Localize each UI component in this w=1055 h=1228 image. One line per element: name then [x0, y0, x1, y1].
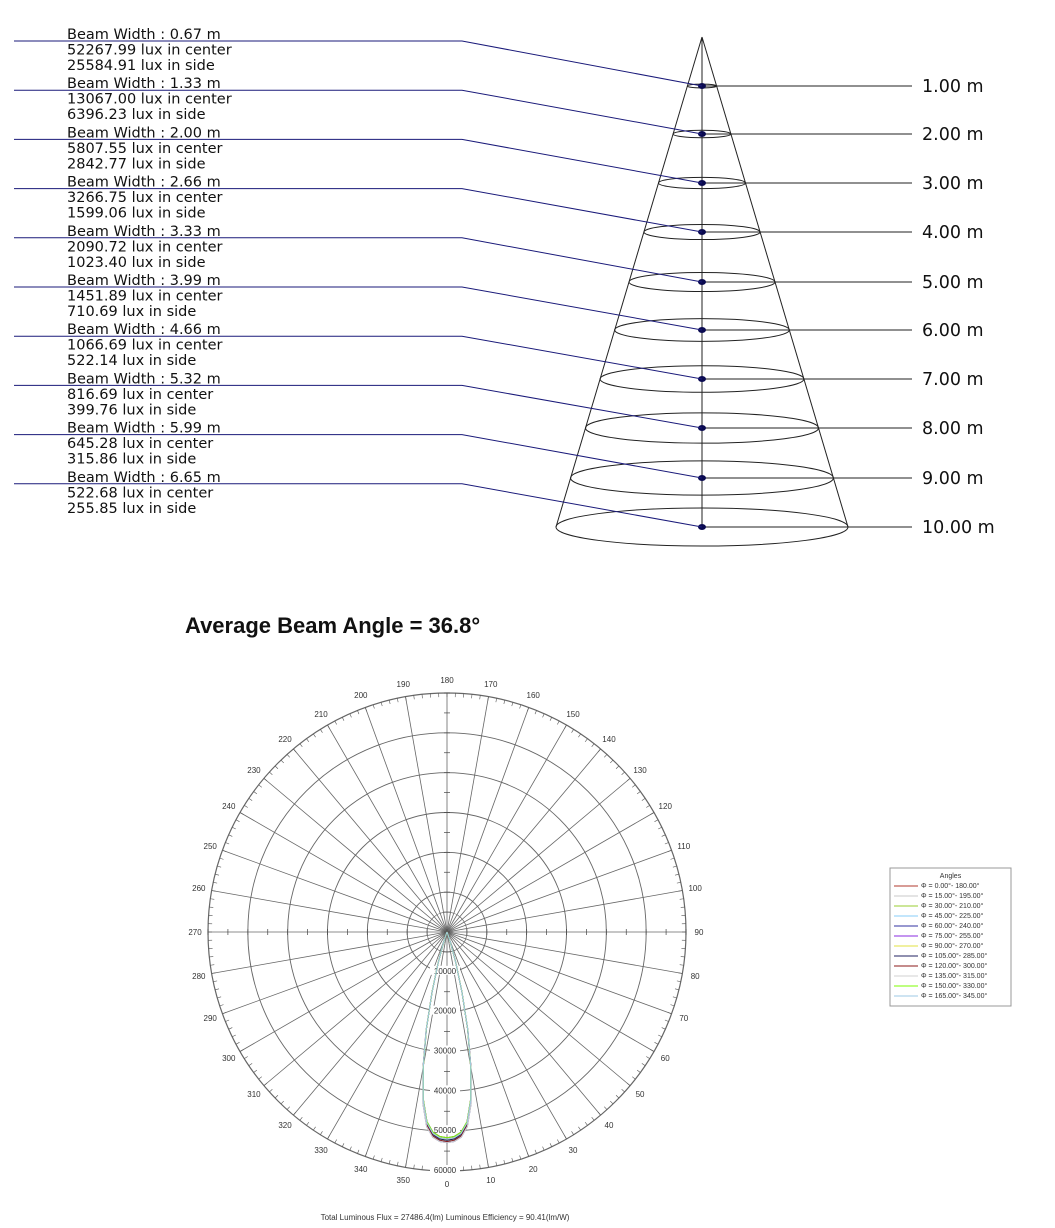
beam-rows: [14, 27, 702, 527]
rim-tick: [405, 1163, 406, 1167]
rim-tick: [616, 766, 619, 769]
rim-tick: [616, 1095, 619, 1098]
polar-angle-label: 250: [203, 841, 217, 851]
polar-angle-label: 200: [354, 691, 368, 701]
side-lux-label: 2842.77 lux in side: [67, 156, 206, 173]
legend-item: Φ = 0.00°- 180.00°: [921, 883, 980, 890]
rim-tick: [680, 899, 684, 900]
polar-angle-label: 80: [690, 971, 700, 981]
polar-spoke: [447, 707, 529, 932]
rim-tick: [504, 1160, 505, 1164]
legend-item: Φ = 105.00°- 285.00°: [921, 953, 988, 960]
side-lux-label: 399.76 lux in side: [67, 402, 197, 419]
polar-angle-label: 260: [192, 884, 206, 894]
rim-tick: [543, 1147, 545, 1151]
rim-tick: [222, 850, 226, 851]
rim-tick: [373, 1155, 374, 1159]
rim-tick: [651, 1050, 654, 1052]
polar-spoke: [365, 707, 447, 932]
rim-tick: [229, 1028, 233, 1030]
legend-item: Φ = 135.00°- 315.00°: [921, 973, 988, 980]
legend-item: Φ = 45.00°- 225.00°: [921, 913, 984, 920]
rim-tick: [212, 973, 216, 974]
polar-angle-label: 140: [602, 734, 616, 744]
rim-tick: [307, 1122, 309, 1125]
beam-width-label: Beam Width : 3.33 m: [67, 223, 221, 240]
rim-tick: [232, 1035, 236, 1037]
polar-angle-label: 100: [688, 884, 702, 894]
rim-tick: [512, 1158, 513, 1162]
rim-tick: [320, 1131, 322, 1134]
rim-tick: [610, 760, 613, 763]
rim-tick: [678, 890, 682, 891]
polar-angle-label: 40: [604, 1121, 614, 1131]
polar-angle-label: 110: [677, 841, 691, 851]
rim-tick: [264, 1083, 267, 1086]
rim-tick: [335, 721, 337, 725]
rim-tick: [642, 798, 645, 800]
rim-tick: [232, 827, 236, 829]
rim-tick: [557, 1139, 559, 1143]
rim-tick: [651, 813, 654, 815]
rim-tick: [550, 717, 552, 721]
legend-item: Φ = 120.00°- 300.00°: [921, 963, 988, 970]
rim-tick: [259, 785, 262, 787]
rim-tick: [244, 1057, 247, 1059]
side-lux-label: 25584.91 lux in side: [67, 58, 215, 74]
center-lux-label: 3266.75 lux in center: [67, 190, 223, 207]
rim-tick: [565, 725, 567, 728]
rim-tick: [373, 705, 374, 709]
rim-tick: [313, 1127, 315, 1130]
rim-tick: [313, 734, 315, 737]
rim-tick: [275, 1095, 278, 1098]
rim-tick: [585, 739, 587, 742]
polar-angle-label: 180: [440, 676, 454, 685]
rim-tick: [632, 785, 635, 787]
rim-tick: [496, 698, 497, 702]
angles-legend: [890, 868, 1011, 1006]
polar-angle-label: 320: [278, 1121, 292, 1131]
rim-tick: [269, 1089, 272, 1092]
radial-value-label: 60000: [433, 1166, 457, 1175]
rim-tick: [662, 1028, 666, 1030]
rim-tick: [480, 695, 481, 699]
rim-tick: [328, 1136, 330, 1139]
rim-tick: [240, 813, 243, 815]
rim-tick: [397, 1162, 398, 1166]
rim-tick: [405, 697, 406, 701]
rim-tick: [307, 739, 309, 742]
beam-row: [14, 470, 702, 527]
legend-title: Angles: [939, 873, 962, 880]
rim-tick: [269, 772, 272, 775]
polar-angle-label: 220: [278, 734, 292, 744]
center-lux-label: 2090.72 lux in center: [67, 239, 223, 256]
flux-footer: Total Luminous Flux = 27486.4(lm) Luminous Efficiency = 90.41(lm/W): [320, 1213, 570, 1222]
polar-angle-label: 330: [314, 1146, 328, 1156]
legend-item: Φ = 75.00°- 255.00°: [921, 933, 984, 940]
beam-row: [14, 371, 702, 428]
polar-angle-label: 130: [633, 766, 647, 776]
rim-tick: [342, 717, 344, 721]
rim-tick: [365, 707, 366, 711]
center-lux-label: 645.28 lux in center: [67, 436, 214, 453]
rim-tick: [520, 1155, 521, 1159]
polar-angle-label: 10: [486, 1176, 496, 1186]
rim-tick: [604, 1107, 607, 1110]
rim-tick: [658, 827, 662, 829]
rim-tick: [350, 1147, 352, 1151]
rim-tick: [622, 1089, 625, 1092]
rim-tick: [675, 989, 679, 990]
polar-angle-label: 150: [566, 709, 580, 719]
distance-label: 4.00 m: [922, 223, 984, 243]
rim-tick: [572, 729, 574, 732]
side-lux-label: 1023.40 lux in side: [67, 254, 206, 271]
legend-item: Φ = 90.00°- 270.00°: [921, 943, 984, 950]
center-lux-label: 1451.89 lux in center: [67, 288, 223, 305]
rim-tick: [673, 866, 677, 867]
rim-tick: [249, 1063, 252, 1065]
rim-tick: [217, 866, 221, 867]
distance-label: 3.00 m: [922, 174, 984, 194]
rim-tick: [675, 874, 679, 875]
rim-tick: [557, 721, 559, 725]
rim-tick: [504, 700, 505, 704]
rim-tick: [381, 1158, 382, 1162]
rim-tick: [213, 981, 217, 982]
beam-width-label: Beam Width : 2.66 m: [67, 174, 221, 191]
beam-width-label: Beam Width : 1.33 m: [67, 76, 221, 93]
rim-tick: [397, 698, 398, 702]
rim-tick: [357, 1150, 358, 1154]
radial-value-label: 20000: [433, 1006, 457, 1016]
rim-tick: [598, 749, 601, 752]
polar-angle-label: 280: [192, 971, 206, 981]
rim-tick: [335, 1139, 337, 1143]
rim-tick: [598, 1112, 601, 1115]
rim-tick: [300, 1117, 302, 1120]
rim-tick: [632, 1077, 635, 1079]
rim-tick: [259, 1077, 262, 1079]
rim-tick: [543, 714, 545, 718]
rim-tick: [300, 744, 302, 747]
rim-tick: [293, 1112, 296, 1115]
rim-tick: [592, 744, 594, 747]
average-beam-angle-title: Average Beam Angle = 36.8°: [185, 613, 481, 638]
rim-tick: [627, 778, 630, 781]
beam-width-label: Beam Width : 5.32 m: [67, 371, 221, 388]
rim-tick: [488, 697, 489, 701]
polar-angle-label: 340: [354, 1164, 368, 1174]
polar-angle-label: 30: [568, 1146, 578, 1156]
side-lux-label: 1599.06 lux in side: [67, 205, 206, 222]
rim-tick: [293, 749, 296, 752]
beam-width-label: Beam Width : 5.99 m: [67, 420, 221, 437]
rim-tick: [578, 734, 580, 737]
polar-angle-label: 20: [528, 1164, 538, 1174]
rim-tick: [668, 1012, 672, 1013]
rim-tick: [217, 997, 221, 998]
side-lux-label: 522.14 lux in side: [67, 353, 197, 370]
rim-tick: [281, 1101, 284, 1104]
distance-label: 9.00 m: [922, 469, 984, 489]
legend-item: Φ = 30.00°- 210.00°: [921, 903, 984, 910]
side-lux-label: 6396.23 lux in side: [67, 107, 206, 124]
rim-tick: [213, 882, 217, 883]
polar-angle-label: 210: [314, 709, 328, 719]
rim-tick: [414, 1165, 415, 1169]
side-lux-label: 315.86 lux in side: [67, 451, 197, 468]
rim-tick: [680, 965, 684, 966]
rim-tick: [215, 989, 219, 990]
center-lux-label: 1066.69 lux in center: [67, 337, 223, 354]
rim-tick: [565, 1136, 567, 1139]
rim-tick: [670, 1005, 674, 1006]
beam-width-label: Beam Width : 6.65 m: [67, 469, 221, 486]
rim-tick: [220, 1005, 224, 1006]
rim-tick: [414, 695, 415, 699]
rim-tick: [389, 1160, 390, 1164]
rim-tick: [637, 792, 640, 794]
rim-tick: [604, 754, 607, 757]
distance-label: 8.00 m: [922, 419, 984, 439]
rim-tick: [222, 1012, 226, 1013]
radial-value-label: 40000: [433, 1086, 457, 1096]
rim-tick: [535, 1150, 536, 1154]
polar-spoke: [222, 850, 447, 932]
rim-tick: [572, 1131, 574, 1134]
rim-tick: [610, 1101, 613, 1104]
rim-tick: [236, 820, 240, 822]
rim-tick: [210, 965, 214, 966]
rim-tick: [662, 835, 666, 837]
rim-tick: [496, 1162, 497, 1166]
distance-label: 5.00 m: [922, 273, 984, 293]
distance-label: 6.00 m: [922, 321, 984, 341]
rim-tick: [225, 842, 229, 843]
legend-item: Φ = 165.00°- 345.00°: [921, 993, 988, 1000]
polar-spoke: [447, 850, 672, 932]
polar-angle-label: 270: [188, 928, 202, 937]
rim-tick: [287, 754, 290, 757]
rim-tick: [281, 760, 284, 763]
rim-tick: [668, 850, 672, 851]
rim-tick: [642, 1063, 645, 1065]
rim-tick: [357, 710, 358, 714]
polar-angle-label: 190: [396, 679, 410, 689]
center-lux-label: 522.68 lux in center: [67, 485, 214, 502]
polar-angle-label: 70: [679, 1014, 689, 1024]
legend-item: Φ = 15.00°- 195.00°: [921, 893, 984, 900]
legend-item: Φ = 150.00°- 330.00°: [921, 983, 988, 990]
rim-tick: [287, 1107, 290, 1110]
rim-tick: [212, 890, 216, 891]
center-lux-label: 13067.00 lux in center: [67, 91, 232, 108]
legend-item: Φ = 60.00°- 240.00°: [921, 923, 984, 930]
rim-tick: [381, 702, 382, 706]
rim-tick: [365, 1153, 366, 1157]
rim-tick: [275, 766, 278, 769]
polar-angle-label: 300: [222, 1054, 236, 1063]
rim-tick: [254, 792, 257, 794]
rim-tick: [225, 1020, 229, 1021]
rim-tick: [527, 707, 528, 711]
polar-angle-label: 170: [484, 679, 498, 689]
polar-angle-label: 160: [526, 691, 540, 701]
rim-tick: [678, 973, 682, 974]
polar-angle-label: 120: [658, 802, 672, 811]
polar-angle-label: 310: [247, 1089, 261, 1099]
rim-tick: [236, 1042, 240, 1044]
rim-tick: [220, 858, 224, 859]
center-lux-label: 52267.99 lux in center: [67, 42, 232, 59]
distance-label: 1.00 m: [922, 77, 984, 97]
rim-tick: [488, 1163, 489, 1167]
rim-tick: [520, 705, 521, 709]
polar-angle-label: 230: [247, 766, 261, 776]
rim-tick: [512, 702, 513, 706]
rim-tick: [320, 729, 322, 732]
side-lux-label: 710.69 lux in side: [67, 304, 197, 320]
rim-tick: [673, 997, 677, 998]
rim-tick: [665, 842, 669, 843]
rim-tick: [654, 820, 658, 822]
polar-spoke: [447, 932, 672, 1014]
rim-tick: [210, 899, 214, 900]
rim-tick: [592, 1117, 594, 1120]
radial-value-label: 30000: [433, 1046, 457, 1056]
rim-tick: [677, 981, 681, 982]
rim-tick: [658, 1035, 662, 1037]
radial-value-label: 10000: [433, 966, 457, 976]
rim-tick: [240, 1050, 243, 1052]
rim-tick: [229, 835, 233, 837]
rim-tick: [389, 700, 390, 704]
rim-tick: [480, 1165, 481, 1169]
rim-tick: [535, 710, 536, 714]
rim-tick: [637, 1070, 640, 1072]
polar-angle-label: 90: [694, 928, 704, 937]
polar-angle-label: 350: [396, 1176, 410, 1186]
distance-label: 7.00 m: [922, 370, 984, 390]
side-lux-label: 255.85 lux in side: [67, 500, 197, 517]
rim-tick: [622, 772, 625, 775]
rim-tick: [646, 1057, 649, 1059]
polar-angle-label: 240: [222, 802, 236, 811]
rim-tick: [646, 805, 649, 807]
rim-tick: [654, 1042, 658, 1044]
polar-angle-label: 50: [635, 1089, 645, 1099]
rim-tick: [585, 1122, 587, 1125]
center-lux-label: 5807.55 lux in center: [67, 140, 223, 157]
rim-tick: [244, 805, 247, 807]
rim-tick: [215, 874, 219, 875]
rim-tick: [350, 714, 352, 718]
rim-tick: [249, 798, 252, 800]
rim-tick: [670, 858, 674, 859]
polar-spoke: [222, 932, 447, 1014]
rim-tick: [550, 1143, 552, 1147]
rim-tick: [578, 1127, 580, 1130]
rim-tick: [342, 1143, 344, 1147]
rim-tick: [677, 882, 681, 883]
polar-intensity-chart: [188, 676, 704, 1189]
polar-spoke: [365, 932, 447, 1157]
polar-angle-label: 290: [203, 1014, 217, 1024]
rim-tick: [627, 1083, 630, 1086]
rim-tick: [665, 1020, 669, 1021]
beam-width-label: Beam Width : 0.67 m: [67, 27, 221, 43]
rim-tick: [527, 1153, 528, 1157]
rim-tick: [328, 725, 330, 728]
polar-angle-label: 0: [444, 1180, 450, 1189]
beam-width-label: Beam Width : 2.00 m: [67, 125, 221, 142]
distance-label: 10.00 m: [922, 518, 995, 538]
rim-tick: [254, 1070, 257, 1072]
beam-width-label: Beam Width : 3.99 m: [67, 273, 221, 289]
rim-tick: [264, 778, 267, 781]
distance-label: 2.00 m: [922, 125, 984, 145]
polar-spoke: [447, 932, 529, 1157]
polar-angle-label: 60: [660, 1054, 670, 1063]
beam-cone: [556, 37, 995, 546]
radial-value-label: 50000: [433, 1126, 457, 1136]
beam-width-label: Beam Width : 4.66 m: [67, 322, 221, 339]
center-lux-label: 816.69 lux in center: [67, 386, 214, 403]
